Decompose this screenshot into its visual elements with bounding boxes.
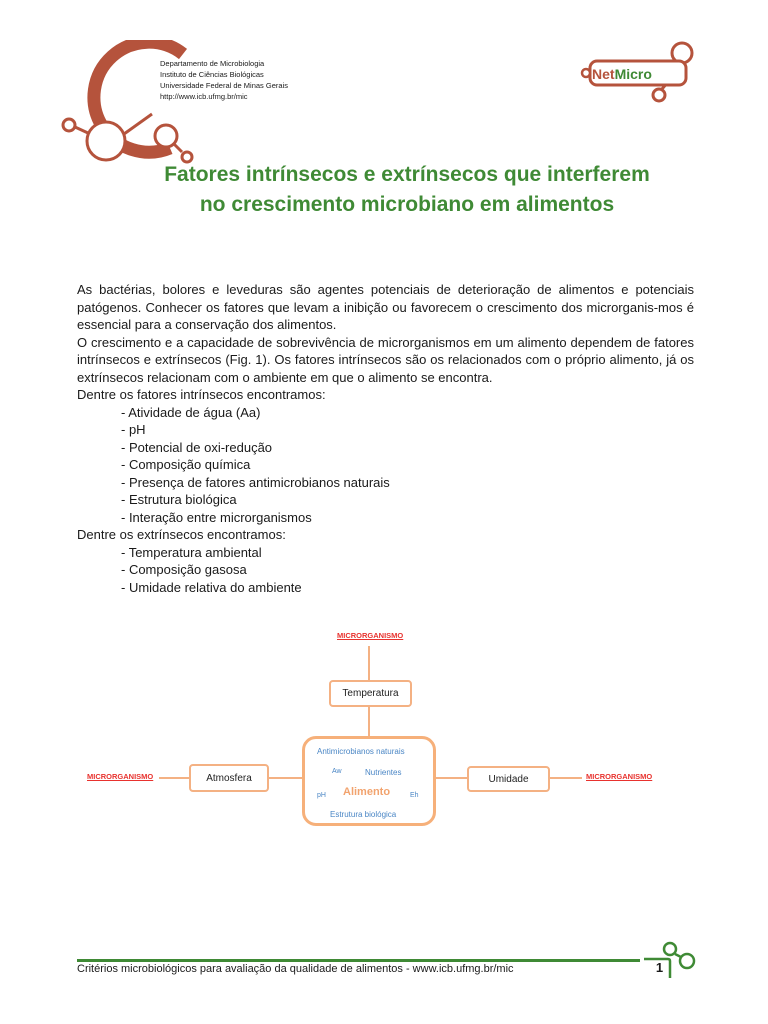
extrinsic-intro: Dentre os extrínsecos encontramos: bbox=[77, 527, 286, 542]
microorganism-label-top: MICRORGANISMO bbox=[337, 631, 404, 640]
url-line: http://www.icb.ufmg.br/mic bbox=[160, 92, 248, 101]
list-item: - Potencial de oxi-redução bbox=[121, 439, 273, 455]
eh-label: Eh bbox=[410, 792, 419, 799]
antimicrobials-label: Antimicrobianos naturais bbox=[317, 747, 405, 756]
temperature-box: Temperatura bbox=[329, 680, 412, 707]
microorganism-label-left: MICRORGANISMO bbox=[87, 772, 154, 781]
food-center-box bbox=[302, 736, 436, 826]
dept-line: Departamento de Microbiologia bbox=[160, 59, 265, 68]
list-item: - Composição gasosa bbox=[121, 562, 247, 577]
netmicro-logo-micro: Micro bbox=[614, 66, 652, 82]
university-line: Universidade Federal de Minas Gerais bbox=[160, 81, 288, 90]
list-item: - Estrutura biológica bbox=[121, 492, 237, 507]
humidity-box: Umidade bbox=[467, 766, 550, 792]
list-item: - Composição química bbox=[121, 457, 251, 472]
list-item: - Umidade relativa do ambiente bbox=[121, 579, 302, 595]
microorganism-label-right: MICRORGANISMO bbox=[586, 772, 653, 781]
list-item: - Temperatura ambiental bbox=[121, 544, 262, 560]
biological-structure-label: Estrutura biológica bbox=[330, 810, 397, 819]
aw-label: Aw bbox=[332, 768, 342, 775]
paragraph-factors: O crescimento e a capacidade de sobrevivência de microrganismos em um alimento dependem de fatores intrínsecos e extrínsecos (Fig. 1). Os fatores intrínsecos são os relacionados com o próprio alimento, já os extrínsecos relacionam com o ambiente em que o alimento se encontra. bbox=[77, 334, 694, 385]
list-item: - Presença de fatores antimicrobianos naturais bbox=[121, 474, 390, 490]
intrinsic-intro: Dentre os fatores intrínsecos encontramos: bbox=[77, 387, 326, 402]
footer-text: Critérios microbiológicos para avaliação da qualidade de alimentos - www.icb.ufmg.br/mic bbox=[77, 963, 514, 975]
list-item: - pH bbox=[121, 422, 146, 437]
food-label: Alimento bbox=[343, 786, 391, 798]
nutrients-label: Nutrientes bbox=[365, 768, 402, 777]
ph-label: pH bbox=[317, 792, 326, 799]
institute-line: Instituto de Ciências Biológicas bbox=[160, 70, 264, 79]
paragraph-intro: As bactérias, bolores e leveduras são agentes potenciais de deterioração de alimentos e potenciais patógenos. Conhecer os fatores que levam a inibição ou favorecem o crescimento dos microrganis-mos é essencial para a conservação dos alimentos. bbox=[77, 282, 694, 332]
netmicro-logo-net: Net bbox=[592, 66, 615, 82]
footer-divider bbox=[77, 959, 640, 962]
list-item: - Atividade de água (Aa) bbox=[121, 404, 261, 420]
title-line-1: Fatores intrínsecos e extrínsecos que interferem bbox=[164, 163, 650, 186]
footer-molecule-icon bbox=[640, 938, 698, 982]
atmosphere-box: Atmosfera bbox=[189, 764, 269, 792]
page-number: 1 bbox=[655, 960, 664, 975]
title-line-2: no crescimento microbiano em alimentos bbox=[199, 193, 615, 216]
list-item: - Interação entre microrganismos bbox=[121, 509, 312, 525]
